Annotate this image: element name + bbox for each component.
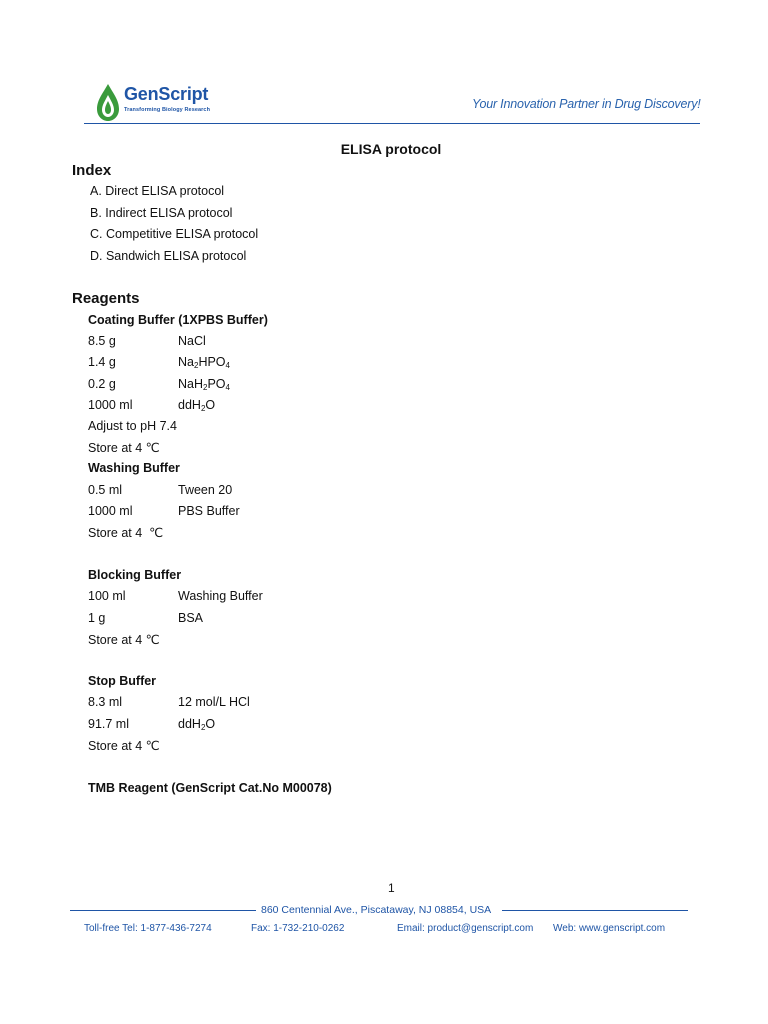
footer-tollfree: Toll-free Tel: 1-877-436-7274 xyxy=(84,923,212,934)
reagent-amount: 1 g xyxy=(88,611,106,625)
reagents-heading: Reagents xyxy=(72,290,140,307)
index-item: B. Indirect ELISA protocol xyxy=(90,206,233,220)
reagent-row xyxy=(88,611,204,625)
reagent-name: BSA xyxy=(178,611,204,625)
tmb-reagent-title: TMB Reagent (GenScript Cat.No M00078) xyxy=(88,781,332,795)
footer-divider-left xyxy=(70,910,256,911)
reagent-name: PBS Buffer xyxy=(178,504,240,518)
reagent-row xyxy=(88,483,233,497)
reagent-amount: 0.5 ml xyxy=(88,483,123,497)
footer-web[interactable]: Web: www.genscript.com xyxy=(553,923,666,934)
coating-buffer-title: Coating Buffer (1XPBS Buffer) xyxy=(88,313,268,327)
washing-buffer-title: Washing Buffer xyxy=(88,461,180,475)
reagent-row xyxy=(88,377,230,392)
reagent-row xyxy=(88,695,250,709)
reagent-name: ddH2O xyxy=(178,717,216,732)
slogan: Your Innovation Partner in Drug Discovery! xyxy=(472,97,701,111)
coating-note-storage: Store at 4 ℃ xyxy=(88,441,160,455)
stop-note-storage: Store at 4 ℃ xyxy=(88,739,160,753)
reagent-amount: 1.4 g xyxy=(88,355,116,369)
reagent-name: NaH2PO4 xyxy=(178,377,230,392)
reagent-row xyxy=(88,504,240,518)
reagent-amount: 0.2 g xyxy=(88,377,116,391)
reagent-amount: 8.3 ml xyxy=(88,695,123,709)
reagent-amount: 1000 ml xyxy=(88,504,133,518)
genscript-logo-icon xyxy=(95,83,121,123)
blocking-buffer-title: Blocking Buffer xyxy=(88,568,182,582)
reagent-name: NaCl xyxy=(178,334,206,348)
header-divider xyxy=(84,123,700,124)
coating-note-ph: Adjust to pH 7.4 xyxy=(88,419,177,433)
washing-note-storage: Store at 4 ℃ xyxy=(88,526,164,540)
footer-address: 860 Centennial Ave., Piscataway, NJ 08854, USA xyxy=(261,904,492,916)
blocking-note-storage: Store at 4 ℃ xyxy=(88,633,160,647)
brand-tagline: Transforming Biology Research xyxy=(124,107,211,113)
stop-buffer-title: Stop Buffer xyxy=(88,674,157,688)
reagent-name: Na2HPO4 xyxy=(178,355,230,370)
reagent-amount: 91.7 ml xyxy=(88,717,129,731)
brand-name: GenScript xyxy=(124,84,209,104)
reagent-amount: 1000 ml xyxy=(88,398,133,412)
reagent-row xyxy=(88,717,216,732)
reagent-amount: 100 ml xyxy=(88,589,126,603)
reagent-row xyxy=(88,589,263,603)
reagent-row xyxy=(88,334,206,348)
reagent-row xyxy=(88,398,216,413)
page-number: 1 xyxy=(388,881,395,895)
index-item: A. Direct ELISA protocol xyxy=(90,184,225,198)
page-header xyxy=(0,0,768,130)
reagent-amount: 8.5 g xyxy=(88,334,116,348)
reagent-name: 12 mol/L HCl xyxy=(178,695,250,709)
index-heading: Index xyxy=(72,162,112,179)
reagent-name: ddH2O xyxy=(178,398,216,413)
document-title: ELISA protocol xyxy=(340,141,442,157)
footer-email[interactable]: Email: product@genscript.com xyxy=(397,923,534,934)
reagent-name: Tween 20 xyxy=(178,483,233,497)
footer-fax: Fax: 1-732-210-0262 xyxy=(251,923,345,934)
index-item: C. Competitive ELISA protocol xyxy=(90,227,259,241)
reagent-name: Washing Buffer xyxy=(178,589,263,603)
index-item: D. Sandwich ELISA protocol xyxy=(90,249,247,263)
footer-divider-right xyxy=(502,910,688,911)
reagent-row xyxy=(88,355,230,370)
